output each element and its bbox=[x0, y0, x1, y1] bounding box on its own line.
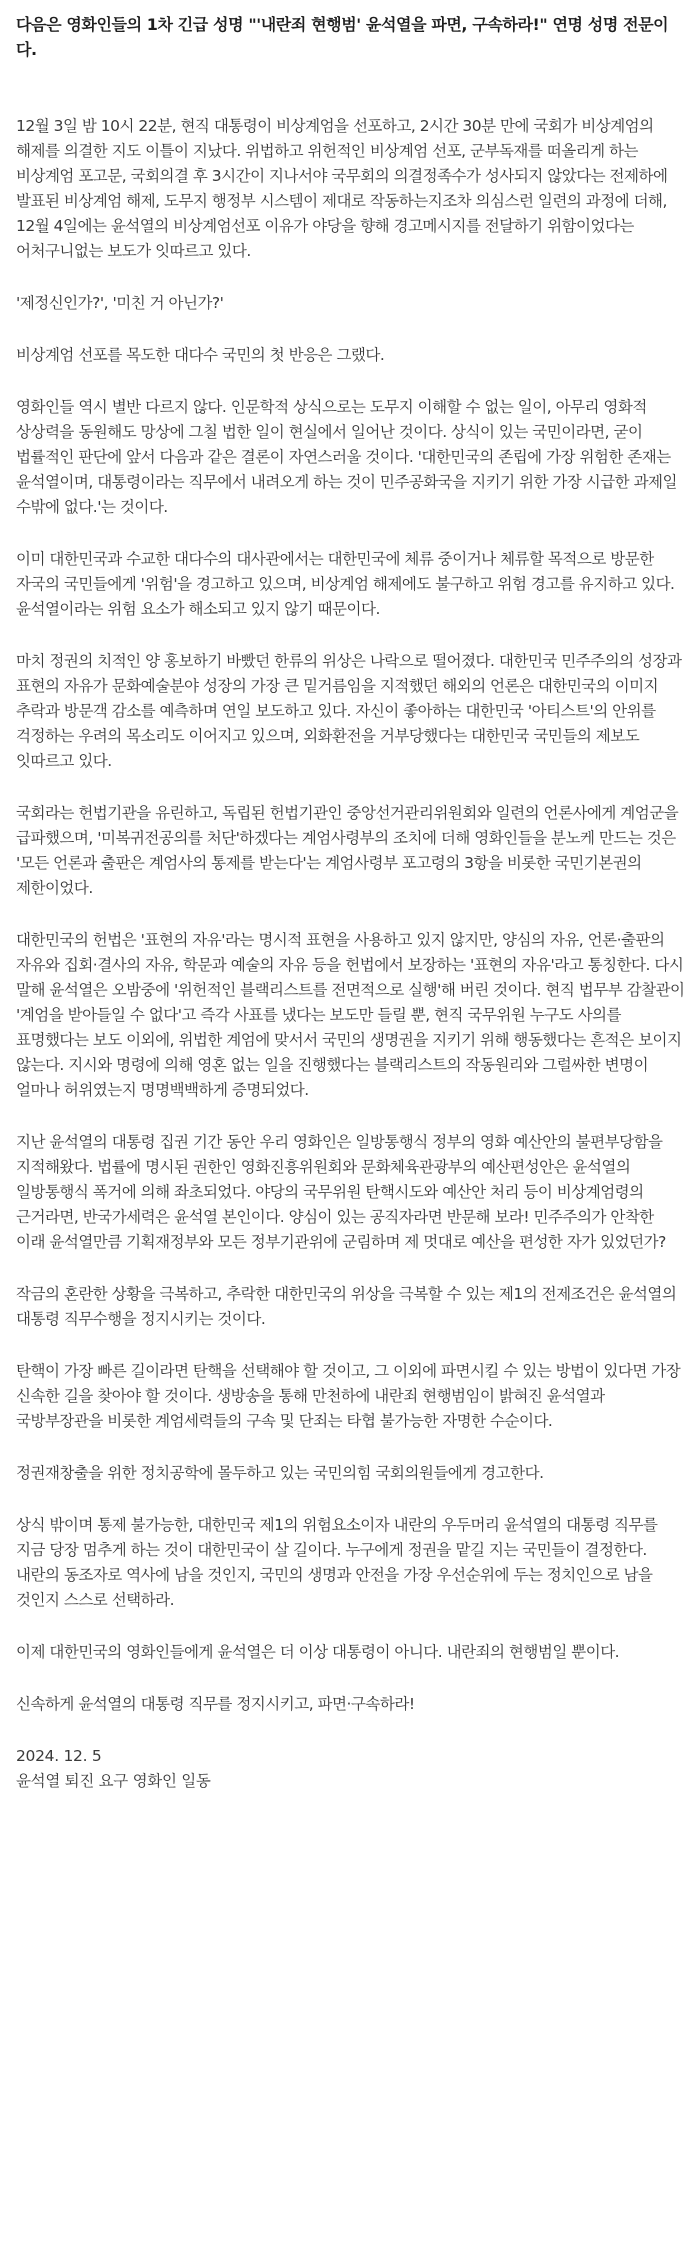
body-paragraph: 대한민국의 헌법은 '표현의 자유'라는 명시적 표현을 사용하고 있지 않지만, 양심의 자유, 언론·출판의 자유와 집회·결사의 자유, 학문과 예술의 자유 등을 헌법에서 보장하는 '표현의 자유'라고 통칭한다. 다시 말해 윤석열은 오밤중에 '위헌적인 블랙리스트를 전면적으로 실행'해 버린 것이다. 현직 법무부 감찰관이 '계엄을 받아들일 수 없다'고 즉각 사표를 냈다는 보도만 들릴 뿐, 현직 국무위원 누구도 사의를 표명했다는 보도 이외에, 위법한 계엄에 맞서서 국민의 생명권을 지키기 위해 행동했다는 흔적은 보이지 않는다. 지시와 명령에 의해 영혼 없는 일을 진행했다는 블랙리스트의 작동원리와 그럴싸한 변명이 얼마나 허위였는지 명명백백하게 증명되었다. bbox=[16, 931, 685, 1099]
body-paragraph: 신속하게 윤석열의 대통령 직무를 정지시키고, 파면·구속하라! bbox=[16, 1695, 415, 1713]
body-paragraph: 상식 밖이며 통제 불가능한, 대한민국 제1의 위험요소이자 내란의 우두머리 윤석열의 대통령 직무를 지금 당장 멈추게 하는 것이 대한민국이 살 길이다. 누구에게 정권을 맡길 지는 국민들이 결정한다. 내란의 동조자로 역사에 남을 것인지, 국민의 생명과 안전을 가장 우선순위에 두는 정치인으로 남을 것인지 스스로 선택하라. bbox=[16, 1516, 658, 1609]
body-paragraph: 탄핵이 가장 빠른 길이라면 탄핵을 선택해야 할 것이고, 그 이외에 파면시킬 수 있는 방법이 있다면 가장 신속한 길을 찾아야 할 것이다. 생방송을 통해 만천하에 내란죄 현행범임이 밝혀진 윤석열과 국방부장관을 비롯한 계엄세력들의 구속 및 단죄는 타협 불가능한 자명한 수순이다. bbox=[16, 1362, 681, 1430]
body-paragraph: 지난 윤석열의 대통령 집권 기간 동안 우리 영화인은 일방통행식 정부의 영화 예산안의 불편부당함을 지적해왔다. 법률에 명시된 권한인 영화진흥위원회와 문화체육관광부의 예산편성안은 윤석열의 일방통행식 폭거에 의해 좌초되었다. 야당의 국무위원 탄핵시도와 예산안 처리 등이 비상계엄령의 근거라면, 반국가세력은 윤석열 본인이다. 양심이 있는 공직자라면 반문해 보라! 민주주의가 안착한 이래 윤석열만큼 기획재정부와 모든 정부기관위에 군림하며 제 멋대로 예산을 편성한 자가 있었던가? bbox=[16, 1133, 666, 1251]
body-paragraph: 작금의 혼란한 상황을 극복하고, 추락한 대한민국의 위상을 극복할 수 있는 제1의 전제조건은 윤석열의 대통령 직무수행을 정지시키는 것이다. bbox=[16, 1285, 677, 1328]
statement-signature bbox=[16, 1744, 686, 1794]
body-paragraph: 영화인들 역시 별반 다르지 않다. 인문학적 상식으로는 도무지 이해할 수 없는 일이, 아무리 영화적 상상력을 동원해도 망상에 그칠 법한 일이 현실에서 일어난 것이다. 상식이 있는 국민이라면, 굳이 법률적인 판단에 앞서 다음과 같은 결론이 자연스러울 것이다. '대한민국의 존립에 가장 위험한 존재는 윤석열이며, 대통령이라는 직무에서 내려오게 하는 것이 민주공화국을 지키기 위한 가장 시급한 과제일 수밖에 없다.'는 것이다. bbox=[16, 398, 677, 516]
body-paragraph: 정권재창출을 위한 정치공학에 몰두하고 있는 국민의힘 국회의원들에게 경고한다. bbox=[16, 1464, 544, 1482]
statement-signer: 윤석열 퇴진 요구 영화인 일동 bbox=[16, 1772, 211, 1790]
statement-body bbox=[16, 114, 686, 1717]
body-paragraph: 비상계엄 선포를 목도한 대다수 국민의 첫 반응은 그랬다. bbox=[16, 346, 385, 364]
body-paragraph: 이미 대한민국과 수교한 대다수의 대사관에서는 대한민국에 체류 중이거나 체류할 목적으로 방문한 자국의 국민들에게 '위험'을 경고하고 있으며, 비상계엄 해제에도 불구하고 위험 경고를 유지하고 있다. 윤석열이라는 위험 요소가 해소되고 있지 않기 때문이다. bbox=[16, 550, 675, 618]
body-paragraph: 12월 3일 밤 10시 22분, 현직 대통령이 비상계엄을 선포하고, 2시간 30분 만에 국회가 비상계엄의 해제를 의결한 지도 이틀이 지났다. 위법하고 위헌적인 비상계엄 선포, 군부독재를 떠올리게 하는 비상계엄 포고문, 국회의결 후 3시간이 지나서야 국무회의 의결정족수가 성사되지 않았다는 전제하에 발표된 비상계엄 해제, 도무지 행정부 시스템이 제대로 작동하는지조차 의심스런 일련의 과정에 더해, 12월 4일에는 윤석열의 비상계엄선포 이유가 야당을 향해 경고메시지를 전달하기 위함이었다는 어처구니없는 보도가 잇따르고 있다. bbox=[16, 117, 668, 260]
statement-date: 2024. 12. 5 bbox=[16, 1747, 102, 1765]
body-paragraph: 국회라는 헌법기관을 유린하고, 독립된 헌법기관인 중앙선거관리위원회와 일련의 언론사에게 계엄군을 급파했으며, '미복귀전공의를 처단'하겠다는 계엄사령부의 조치에 더해 영화인들을 분노케 만드는 것은 '모든 언론과 출판은 계엄사의 통제를 받는다'는 계엄사령부 포고령의 3항을 비롯한 국민기본권의 제한이었다. bbox=[16, 804, 679, 897]
body-paragraph: 이제 대한민국의 영화인들에게 윤석열은 더 이상 대통령이 아니다. 내란죄의 현행범일 뿐이다. bbox=[16, 1643, 620, 1661]
body-paragraph: '제정신인가?', '미친 거 아닌가?' bbox=[16, 294, 224, 312]
statement-headline: 다음은 영화인들의 1차 긴급 성명 "'내란죄 현행범' 윤석열을 파면, 구속하라!" 연명 성명 전문이다. bbox=[16, 15, 669, 59]
body-paragraph: 마치 정권의 치적인 양 홍보하기 바빴던 한류의 위상은 나락으로 떨어졌다. 대한민국 민주주의의 성장과 표현의 자유가 문화예술분야 성장의 가장 큰 밑거름임을 지적했던 해외의 언론은 대한민국의 이미지 추락과 방문객 감소를 예측하며 연일 보도하고 있다. 자신이 좋아하는 대한민국 '아티스트'의 안위를 걱정하는 우려의 목소리도 이어지고 있으며, 외화환전을 거부당했다는 대한민국 국민들의 제보도 잇따르고 있다. bbox=[16, 652, 682, 770]
